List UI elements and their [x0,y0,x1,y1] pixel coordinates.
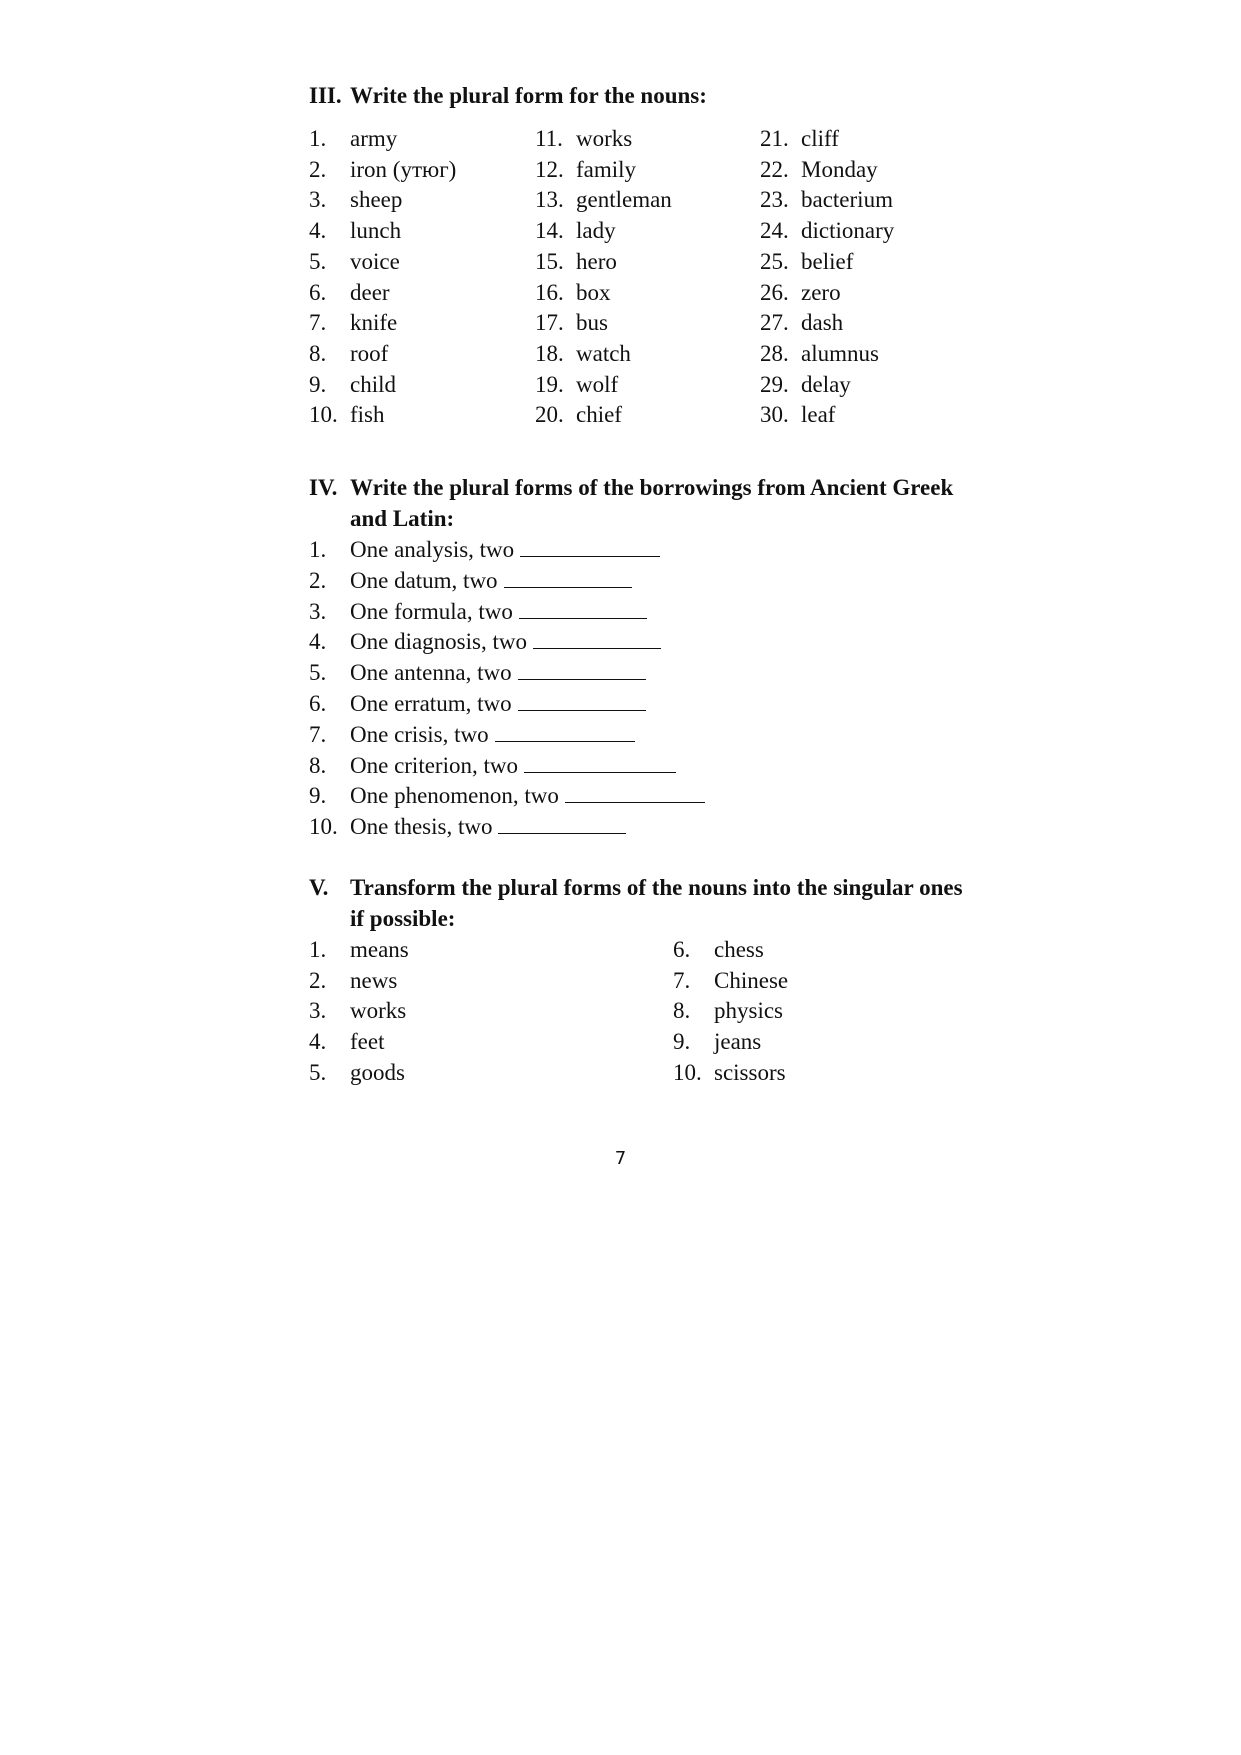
item-number: 12. [535,156,564,182]
item-word [576,246,617,277]
section-4-title-line-2: and Latin: [350,506,455,531]
item-word [350,965,397,996]
item-text: bus [576,310,608,336]
item-number: 7. [673,967,691,993]
answer-blank[interactable] [520,534,660,557]
item-number: 5. [309,1059,327,1085]
item-text: One formula, two [350,598,513,624]
item-number: 9. [673,1029,691,1055]
item-word [576,307,608,338]
item-text: alumnus [801,340,879,366]
item-word [350,596,647,627]
item-number: 23. [760,187,789,213]
item-number: 1. [309,937,327,962]
item-number: 1. [309,126,327,151]
item-number: 24. [760,218,789,244]
answer-blank[interactable] [518,688,646,711]
item-text: One antenna, two [350,660,512,686]
item-text: goods [350,1059,405,1085]
item-word [714,995,783,1026]
item-word [350,184,402,215]
item-text: leaf [801,402,836,428]
item-word [576,399,622,430]
item-number: 5. [309,660,327,686]
item-word [350,1057,405,1088]
item-number: 25. [760,248,789,274]
item-number: 1. [309,537,327,562]
item-word [801,154,878,185]
item-text: wolf [576,371,619,397]
item-number: 4. [309,1029,327,1055]
item-word [576,184,672,215]
section-5-title-line-2: if possible: [350,906,456,931]
item-word [350,688,646,719]
item-number: 5. [309,248,327,274]
item-text: Chinese [714,967,789,993]
item-number: 28. [760,340,789,366]
item-text: scissors [714,1059,786,1085]
item-word [350,246,400,277]
item-word [801,277,841,308]
item-number: 8. [309,752,327,778]
item-number: 18. [535,340,564,366]
item-number: 27. [760,310,789,336]
item-number: 20. [535,402,564,428]
item-word [350,934,409,965]
item-word [801,369,851,400]
item-number: 17. [535,310,564,336]
answer-blank[interactable] [518,657,646,680]
item-word [576,215,616,246]
item-text: One erratum, two [350,691,512,716]
item-word [576,369,618,400]
item-word [350,369,396,400]
item-word [801,399,835,430]
item-text: fish [350,402,385,428]
answer-blank[interactable] [565,780,705,803]
item-word [801,184,893,215]
item-text: jeans [714,1029,762,1055]
item-word [350,750,676,781]
answer-blank[interactable] [519,596,647,619]
item-word [350,995,406,1026]
item-word [350,399,385,430]
item-word [714,1057,786,1088]
item-number: 2. [309,967,327,993]
item-text: deer [350,279,390,305]
section-3-title: Write the plural form for the nouns: [350,83,707,108]
item-text: voice [350,248,400,274]
item-text: sheep [350,187,403,213]
item-word [714,934,764,965]
item-text: watch [576,340,631,366]
item-text: physics [714,998,783,1024]
item-word [576,277,611,308]
item-word [350,154,456,185]
item-text: hero [576,248,617,274]
item-number: 10. [309,402,338,428]
item-text: works [350,998,407,1024]
item-number: 21. [760,126,789,151]
item-word [350,1026,384,1057]
item-text: knife [350,310,398,336]
item-word [576,338,631,369]
item-word [350,277,390,308]
item-number: 3. [309,187,327,213]
item-number: 2. [309,156,327,182]
item-word [576,154,636,185]
item-text: chess [714,937,764,962]
item-word [801,215,894,246]
item-text: cliff [801,126,839,151]
item-word [350,338,388,369]
item-number: 3. [309,598,327,624]
item-number: 3. [309,998,327,1024]
item-text: army [350,126,398,151]
item-number: 22. [760,156,789,182]
item-number: 30. [760,402,789,428]
item-word [714,965,788,996]
item-word [350,534,660,565]
item-word [350,565,632,596]
item-text: dash [801,310,844,336]
item-number: 10. [309,814,338,840]
section-4-title-line-1: Write the plural forms of the borrowings from Ancient Greek [350,475,954,500]
item-number: 9. [309,783,327,809]
item-text: One thesis, two [350,814,493,840]
item-text: One criterion, two [350,752,518,778]
item-text: lunch [350,218,402,244]
item-number: 2. [309,567,327,593]
section-5-number: V. [309,875,329,900]
section-5-title-line-1: Transform the plural forms of the nouns into the singular ones [350,875,963,900]
answer-blank[interactable] [498,811,626,834]
item-text: delay [801,371,851,397]
item-text: One analysis, two [350,537,515,562]
item-number: 8. [673,998,691,1024]
item-text: bacterium [801,187,893,213]
item-text: child [350,371,396,397]
answer-blank[interactable] [533,626,661,649]
section-4-number: IV. [309,475,338,500]
item-word [801,246,853,277]
item-text: zero [801,279,841,305]
item-word [350,811,626,842]
item-number: 6. [309,279,327,305]
item-text: One phenomenon, two [350,783,559,809]
item-text: One datum, two [350,567,498,593]
item-number: 9. [309,371,327,397]
answer-blank[interactable] [495,719,635,742]
item-number: 29. [760,371,789,397]
page-number: 7 [614,1148,627,1169]
item-number: 10. [673,1059,702,1085]
item-text: news [350,967,398,993]
item-number: 7. [309,310,327,336]
item-word [576,123,632,154]
item-word [350,123,397,154]
item-text: means [350,937,409,962]
item-text: belief [801,248,854,274]
item-word [350,780,705,811]
item-number: 11. [535,126,563,151]
item-text: iron (утюг) [350,156,457,182]
item-number: 6. [309,691,327,716]
item-text: dictionary [801,218,895,244]
item-number: 26. [760,279,789,305]
item-word [350,626,661,657]
item-number: 14. [535,218,564,244]
item-word [801,123,839,154]
answer-blank[interactable] [524,750,676,773]
answer-blank[interactable] [504,565,632,588]
item-word [350,657,646,688]
item-number: 4. [309,629,327,655]
item-text: One crisis, two [350,721,489,747]
item-number: 13. [535,187,564,213]
item-text: One diagnosis, two [350,629,527,655]
item-text: works [576,126,633,151]
item-word [350,215,401,246]
item-text: box [576,279,611,305]
item-text: roof [350,340,389,366]
item-number: 19. [535,371,564,397]
item-number: 4. [309,218,327,244]
section-3-number: III. [309,83,342,108]
item-text: lady [576,218,616,244]
item-word [350,307,397,338]
item-word [801,338,879,369]
item-word [350,719,635,750]
item-number: 15. [535,248,564,274]
item-text: family [576,156,637,182]
item-number: 6. [673,937,691,962]
item-text: Monday [801,156,878,182]
item-number: 16. [535,279,564,305]
item-word [801,307,843,338]
item-text: chief [576,402,622,428]
item-number: 8. [309,340,327,366]
item-number: 7. [309,721,327,747]
item-text: gentleman [576,187,672,213]
item-text: feet [350,1029,385,1055]
item-word [714,1026,761,1057]
